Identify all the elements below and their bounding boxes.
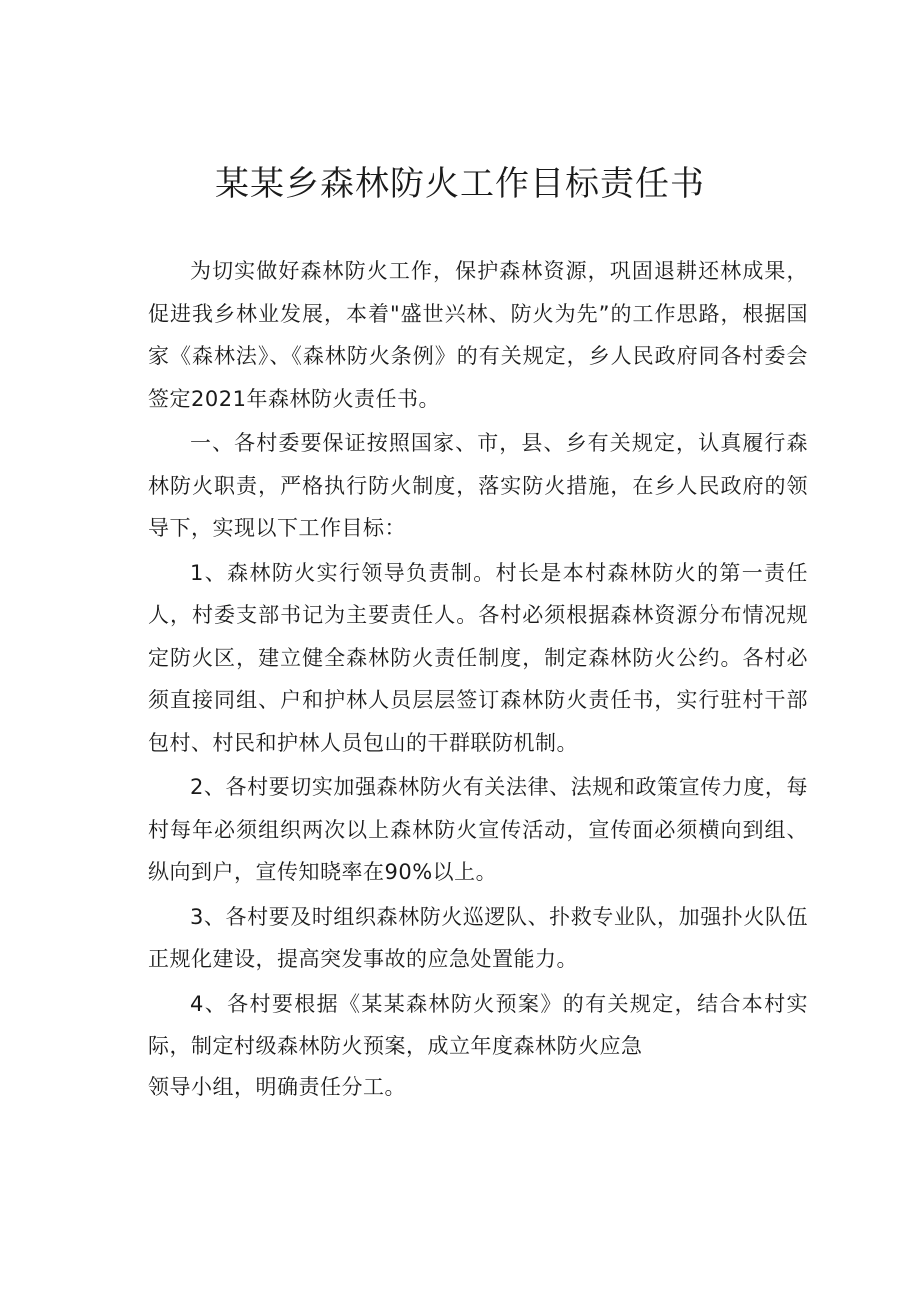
paragraph-item-4: 4、各村要根据《某某森林防火预案》的有关规定，结合本村实际，制定村级森林防火预案，成立年度森林防火应急 <box>148 991 808 1058</box>
paragraph-section-one: 一、各村委要保证按照国家、市，县、乡有关规定，认真履行森林防火职责，严格执行防火制度，落实防火措施，在乡人民政府的领导下，实现以下工作目标： <box>148 431 808 540</box>
paragraph-intro: 为切实做好森林防火工作，保护森林资源，巩固退耕还林成果，促进我乡林业发展，本着"盛世兴林、防火为先”的工作思路，根据国家《森林法》、《森林防火条例》的有关规定，乡人民政府同各村委会签定2021年森林防火责任书。 <box>148 259 808 411</box>
document-title: 某某乡森林防火工作目标责任书 <box>215 164 705 204</box>
paragraph-item-2: 2、各村要切实加强森林防火有关法律、法规和政策宣传力度，每村每年必须组织两次以上森林防火宣传活动，宣传面必须横向到组、纵向到户，宣传知晓率在90%以上。 <box>148 775 808 884</box>
document-body <box>148 250 808 1110</box>
paragraph-item-1: 1、森林防火实行领导负责制。村长是本村森林防火的第一责任人，村委支部书记为主要责任人。各村必须根据森林资源分布情况规定防火区，建立健全森林防火责任制度，制定森林防火公约。各村必须直接同组、户和护林人员层层签订森林防火责任书，实行驻村干部包村、村民和护林人员包山的干群联防机制。 <box>148 560 808 755</box>
paragraph-item-4-continuation: 领导小组，明确责任分工。 <box>148 1074 406 1099</box>
paragraph-item-3: 3、各村要及时组织森林防火巡逻队、扑救专业队，加强扑火队伍正规化建设，提高突发事故的应急处置能力。 <box>148 904 808 971</box>
